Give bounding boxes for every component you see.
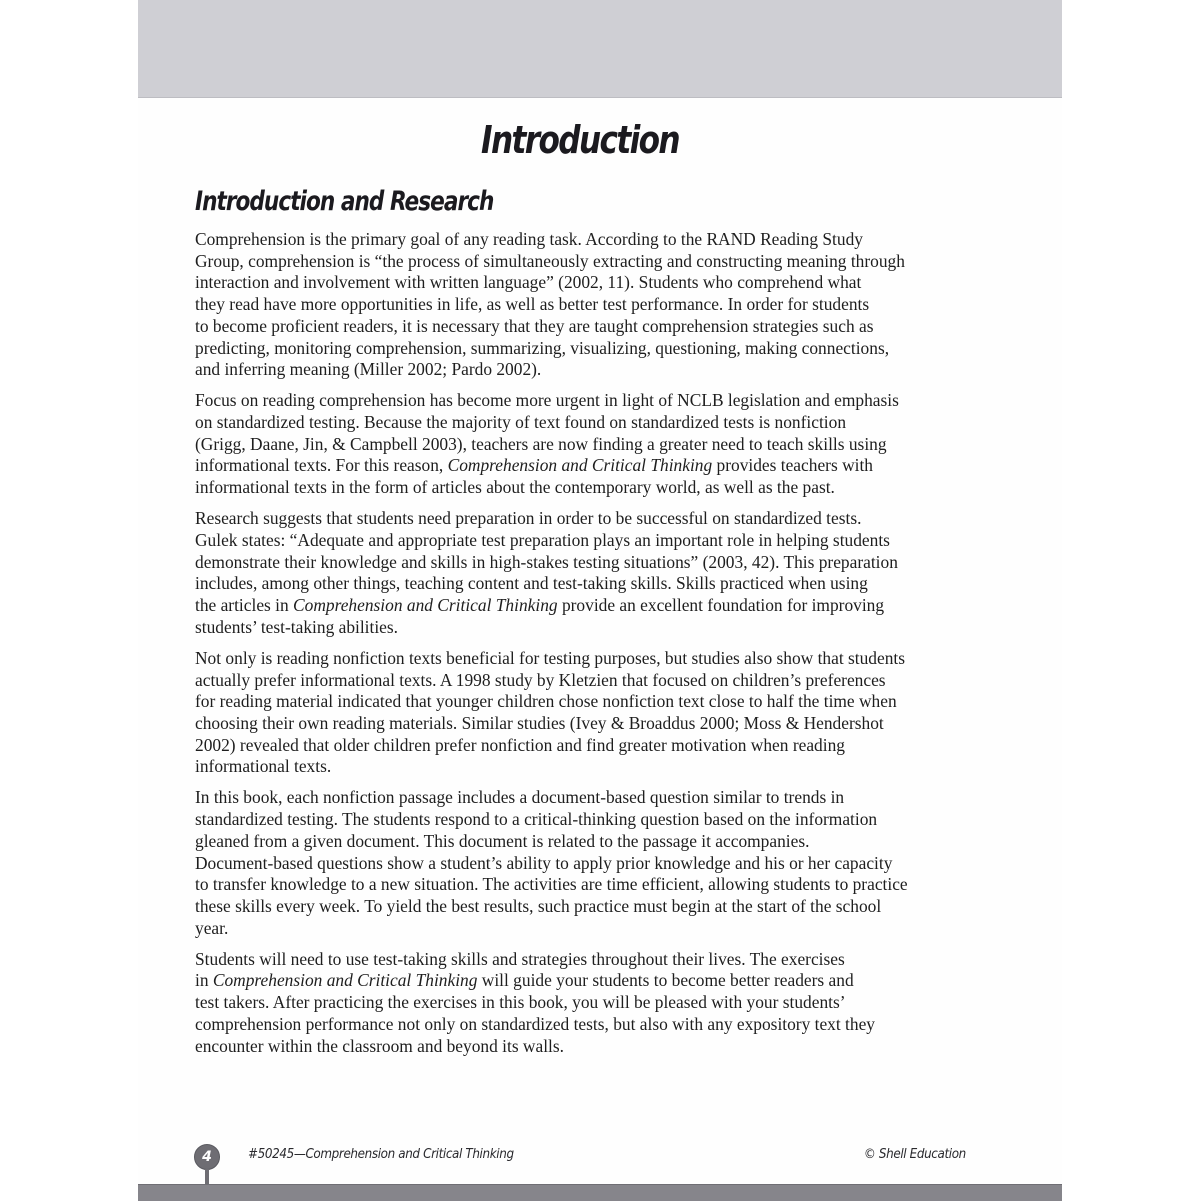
text-line [195,787,995,809]
section-heading: Introduction and Research [195,186,494,217]
text-line [195,896,995,918]
text-segment: the articles in [195,595,294,616]
text-line [195,949,995,971]
text-line [195,294,995,316]
paragraph [195,648,995,778]
text-segment: on standardized testing. Because the majority of text found on standardized tests is nonfiction [195,412,847,433]
text-line [195,477,995,499]
text-line [195,713,995,735]
text-segment: comprehension performance not only on standardized tests, but also with any expository text they [195,1013,876,1034]
text-segment: students’ test-taking abilities. [195,616,399,637]
text-segment: demonstrate their knowledge and skills in high-stakes testing situations” (2003, 42). This preparation [195,551,898,572]
text-segment: these skills every week. To yield the best results, such practice must begin at the start of the school [195,895,882,916]
text-line [195,434,995,456]
paragraph [195,787,995,939]
text-line [195,735,995,757]
paragraph [195,949,995,1058]
text-segment: 2002) revealed that older children prefer nonfiction and find greater motivation when reading [195,734,845,755]
text-segment: Document-based questions show a student’s ability to apply prior knowledge and his or her capacity [195,852,893,873]
text-segment: Focus on reading comprehension has become more urgent in light of NCLB legislation and emphasis [195,390,899,411]
page-number-stem [205,1169,209,1185]
text-segment: and inferring meaning (Miller 2002; Pardo 2002). [195,359,542,380]
text-line [195,595,995,617]
text-segment: In this book, each nonfiction passage includes a document-based question similar to trends in [195,787,845,808]
text-line [195,831,995,853]
text-segment: informational texts. For this reason, [195,455,448,476]
text-segment: to transfer knowledge to a new situation. The activities are time efficient, allowing students to practice [195,874,908,895]
book-title-italic: Comprehension and Critical Thinking [212,970,478,991]
text-line [195,617,995,639]
text-line [195,530,995,552]
paragraph [195,229,995,381]
text-segment: Students will need to use test-taking skills and strategies throughout their lives. The exercises [195,948,845,969]
text-line [195,670,995,692]
text-segment: in [195,970,213,991]
copyright-notice: © Shell Education [863,1147,966,1162]
text-segment: gleaned from a given document. This document is related to the passage it accompanies. [195,830,810,851]
text-segment: encounter within the classroom and beyond its walls. [195,1035,564,1056]
text-segment: includes, among other things, teaching content and test-taking skills. Skills practiced when using [195,573,868,594]
paragraph [195,508,995,638]
footer-bar [138,1184,1062,1201]
text-line [195,1014,995,1036]
text-line [195,316,995,338]
text-line [195,508,995,530]
page-title: Introduction [481,118,679,162]
text-line [195,1036,995,1058]
text-segment: provides teachers with [712,455,873,476]
text-line [195,992,995,1014]
text-segment: will guide your students to become better readers and [477,970,854,991]
text-segment: informational texts in the form of articles about the contemporary world, as well as the past. [195,477,835,498]
text-segment: Not only is reading nonfiction texts beneficial for testing purposes, but studies also show that students [195,647,906,668]
document-page [138,0,1062,1200]
text-line [195,573,995,595]
text-segment: actually prefer informational texts. A 1998 study by Kletzien that focused on children’s preferences [195,669,886,690]
text-line [195,229,995,251]
text-segment: Gulek states: “Adequate and appropriate test preparation plays an important role in helping students [195,529,890,550]
text-segment: provide an excellent foundation for improving [557,595,885,616]
text-segment: test takers. After practicing the exercises in this book, you will be pleased with your students’ [195,992,846,1013]
book-reference: #50245—Comprehension and Critical Thinking [248,1147,514,1162]
text-line [195,918,995,940]
text-segment: interaction and involvement with written language” (2002, 11). Students who comprehend what [195,272,862,293]
text-line [195,756,995,778]
text-segment: (Grigg, Daane, Jin, & Campbell 2003), teachers are now finding a greater need to teach skills using [195,433,887,454]
book-title-italic: Comprehension and Critical Thinking [293,595,558,616]
text-line [195,390,995,412]
text-segment: they read have more opportunities in life, as well as better test performance. In order for students [195,294,870,315]
text-segment: Comprehension is the primary goal of any reading task. According to the RAND Reading Study [195,229,863,249]
page-number-badge: 4 [194,1144,220,1170]
text-line [195,359,995,381]
text-segment: informational texts. [195,756,332,777]
text-line [195,970,995,992]
text-segment: for reading material indicated that younger children chose nonfiction text close to half the time when [195,691,897,712]
text-line [195,552,995,574]
text-line [195,648,995,670]
text-segment: standardized testing. The students respond to a critical-thinking question based on the information [195,809,878,830]
text-line [195,412,995,434]
text-segment: predicting, monitoring comprehension, summarizing, visualizing, questioning, making connections, [195,337,890,358]
text-line [195,251,995,273]
text-segment: Group, comprehension is “the process of simultaneously extracting and constructing meaning through [195,250,905,271]
text-line [195,272,995,294]
text-segment: Research suggests that students need preparation in order to be successful on standardized tests. [195,508,862,529]
text-line [195,691,995,713]
text-segment: year. [195,917,229,938]
paragraph [195,390,995,499]
text-segment: to become proficient readers, it is necessary that they are taught comprehension strategies such as [195,315,874,336]
text-line [195,853,995,875]
book-title-italic: Comprehension and Critical Thinking [447,455,713,476]
text-line [195,338,995,360]
text-line [195,874,995,896]
body-text [195,229,995,1067]
text-line [195,455,995,477]
text-segment: choosing their own reading materials. Similar studies (Ivey & Broaddus 2000; Moss & Hendershot [195,712,884,733]
header-band [138,0,1062,98]
text-line [195,809,995,831]
